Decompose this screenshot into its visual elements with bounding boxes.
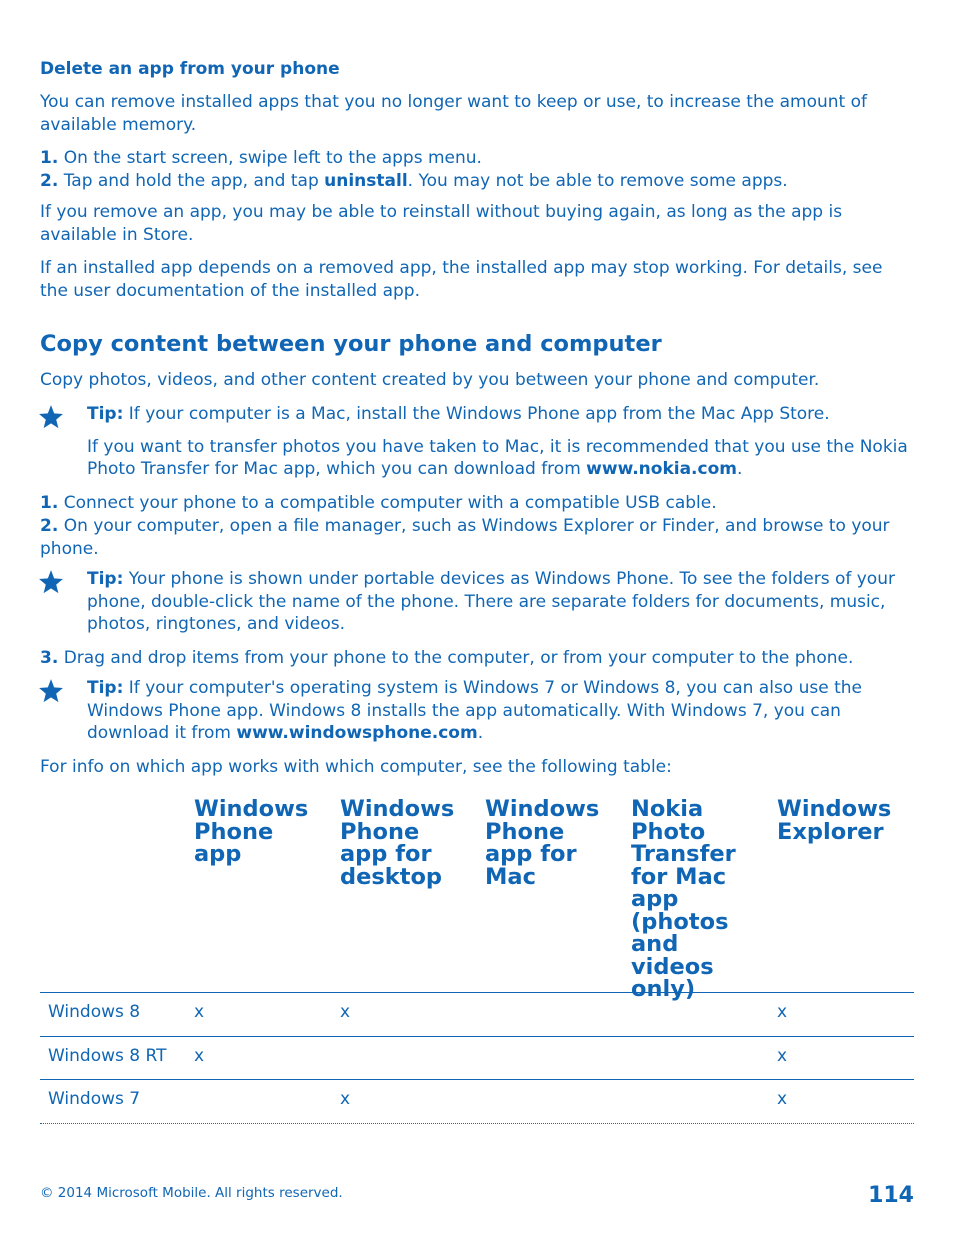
table-cell: x bbox=[777, 1046, 788, 1066]
table-cell: x bbox=[194, 1002, 205, 1022]
star-icon bbox=[38, 569, 64, 595]
table-cell: x bbox=[340, 1002, 351, 1022]
reinstall-paragraph: If you remove an app, you may be able to reinstall without buying again, as long as the app is available in Store. bbox=[40, 202, 843, 245]
page-number: 114 bbox=[868, 1183, 914, 1208]
copy-step-3: 3. Drag and drop items from your phone to the computer, or from your computer to the phone. bbox=[40, 648, 854, 668]
row-label: Windows 7 bbox=[48, 1089, 141, 1109]
table-cell: x bbox=[777, 1002, 788, 1022]
copy-content-intro: Copy photos, videos, and other content created by you between your phone and computer. bbox=[40, 370, 820, 390]
tip-mac-more: If you want to transfer photos you have taken to Mac, it is recommended that you use the Nokia Photo Transfer for Mac app, which you can download from www.nokia.com. bbox=[87, 436, 908, 479]
tip-mac-text: Tip: If your computer is a Mac, install the Windows Phone app from the Mac App Store. bbox=[87, 404, 830, 424]
star-icon bbox=[38, 678, 64, 704]
table-cell: x bbox=[777, 1089, 788, 1109]
tip-windows-text: Tip: If your computer's operating system is Windows 7 or Windows 8, you can also use the Windows Phone app. Windows 8 installs the app automatically. With Windows 7, you can download it from www.windowsphone.com. bbox=[87, 678, 863, 743]
header-windows-phone-app: Windows Phone app bbox=[194, 796, 309, 867]
delete-app-intro: You can remove installed apps that you no longer want to keep or use, to increase the amount of available memory. bbox=[40, 92, 867, 135]
table-row bbox=[40, 1036, 914, 1080]
row-label: Windows 8 RT bbox=[48, 1046, 167, 1066]
table-cell: x bbox=[194, 1046, 205, 1066]
delete-step-2: 2. Tap and hold the app, and tap uninstall. You may not be able to remove some apps. bbox=[40, 171, 788, 191]
table-bottom-border bbox=[40, 1123, 914, 1124]
header-nokia-photo-transfer: Nokia Photo Transfer for Mac app (photos and videos only) bbox=[631, 796, 736, 1002]
table-row bbox=[40, 992, 914, 1036]
row-label: Windows 8 bbox=[48, 1002, 141, 1022]
copyright-footer: © 2014 Microsoft Mobile. All rights reserved. bbox=[40, 1185, 343, 1201]
table-cell: x bbox=[340, 1089, 351, 1109]
uninstall-term: uninstall bbox=[324, 171, 408, 191]
table-row bbox=[40, 1079, 914, 1123]
delete-step-1: 1. On the start screen, swipe left to the apps menu. bbox=[40, 148, 482, 168]
header-windows-explorer: Windows Explorer bbox=[777, 796, 892, 845]
star-icon bbox=[38, 404, 64, 430]
windowsphone-link[interactable]: www.windowsphone.com bbox=[236, 723, 478, 743]
delete-app-heading: Delete an app from your phone bbox=[40, 59, 340, 79]
tip-portable-text: Tip: Your phone is shown under portable devices as Windows Phone. To see the folders of your phone, double-click the name of the phone. There are separate folders for documents, music, photos, ringtones, and videos. bbox=[87, 569, 895, 634]
header-windows-phone-app-desktop: Windows Phone app for desktop bbox=[340, 796, 455, 890]
header-windows-phone-app-mac: Windows Phone app for Mac bbox=[485, 796, 600, 890]
tip-portable-devices bbox=[40, 568, 914, 636]
copy-step-2: 2. On your computer, open a file manager, such as Windows Explorer or Finder, and browse to your phone. bbox=[40, 516, 890, 559]
copy-content-heading: Copy content between your phone and computer bbox=[40, 331, 662, 357]
copy-step-1: 1. Connect your phone to a compatible computer with a compatible USB cable. bbox=[40, 493, 717, 513]
dependency-paragraph: If an installed app depends on a removed app, the installed app may stop working. For details, see the user documentation of the installed app. bbox=[40, 258, 883, 301]
tip-mac bbox=[40, 403, 914, 481]
tip-windows-phone-app bbox=[40, 677, 914, 745]
nokia-link[interactable]: www.nokia.com bbox=[586, 459, 737, 479]
table-intro: For info on which app works with which computer, see the following table: bbox=[40, 757, 672, 777]
